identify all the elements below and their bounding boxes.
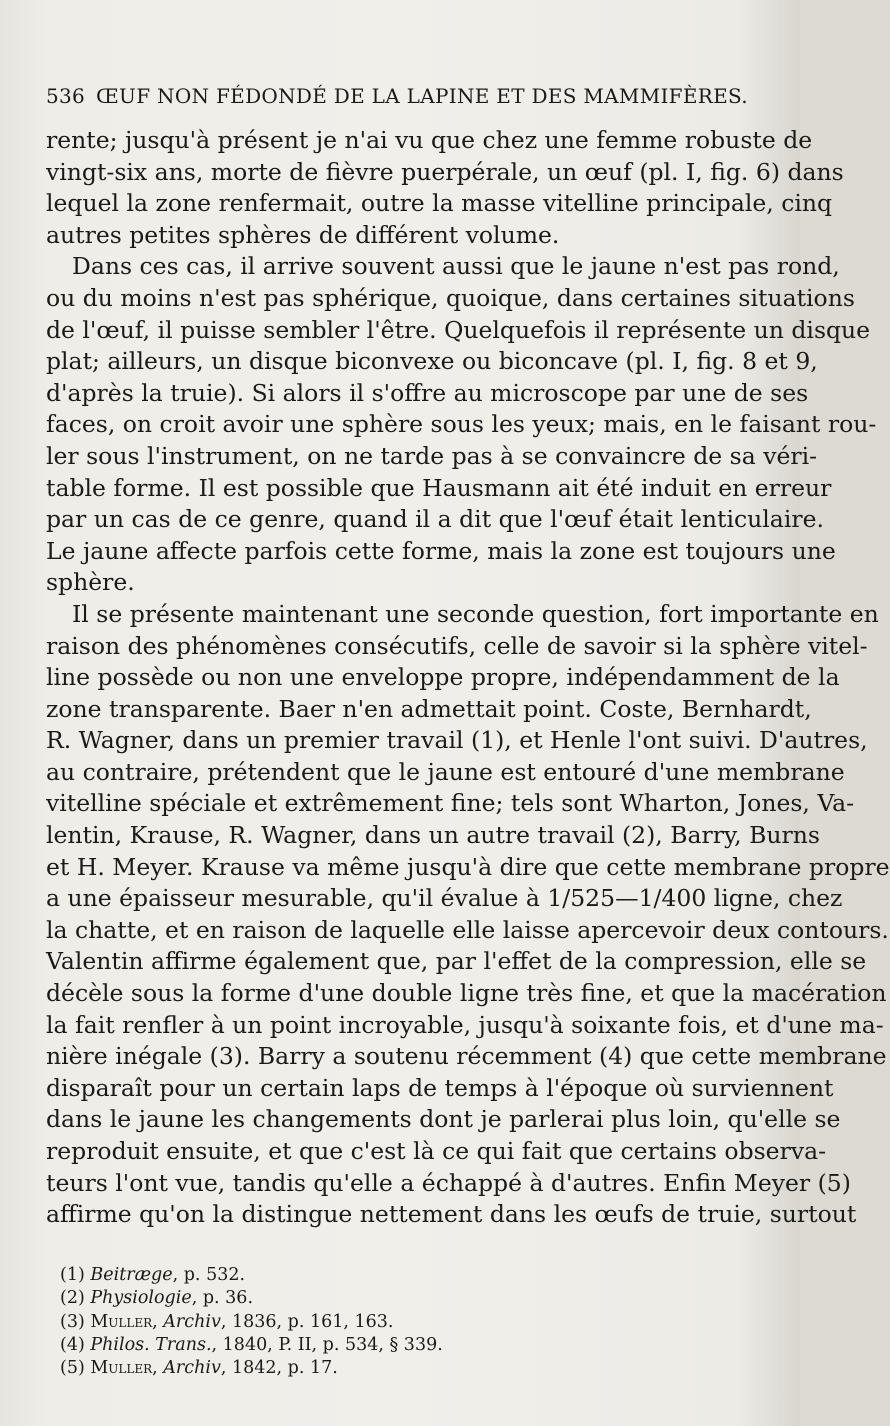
text-line: au contraire, prétendent que le jaune est entouré d'une membrane — [46, 757, 845, 786]
footnote-ref: , 1840, P. II, p. 534, § 339. — [211, 1334, 443, 1355]
footnote-mark: (1) — [60, 1265, 85, 1285]
footnote-mark: (4) — [60, 1334, 85, 1355]
page-header — [46, 84, 748, 112]
text-line: autres petites sphères de différent volume. — [46, 220, 560, 249]
text-line: de l'œuf, il puisse sembler l'être. Quelquefois il représente un disque — [46, 315, 871, 344]
footnote — [60, 1264, 560, 1287]
text-line: table forme. Il est possible que Hausmann ait été induit en erreur — [46, 473, 832, 502]
text-line: Dans ces cas, il arrive souvent aussi que le jaune n'est pas rond, — [72, 252, 840, 281]
text-line: d'après la truie). Si alors il s'offre au microscope par une de ses — [46, 378, 809, 407]
text-line: vitelline spéciale et extrêmement fine; tels sont Wharton, Jones, Va- — [46, 789, 855, 818]
text-line: décèle sous la forme d'une double ligne très fine, et que la macération — [46, 979, 887, 1008]
body-text — [46, 125, 890, 1231]
text-line: lentin, Krause, R. Wagner, dans un autre travail (2), Barry, Burns — [46, 821, 820, 850]
footnote-ref: , p. 532. — [172, 1265, 246, 1285]
footnote-ref: , p. 36. — [191, 1288, 254, 1309]
footnote-title: Archiv — [163, 1311, 221, 1332]
footnote-ref: , 1842, p. 17. — [220, 1358, 338, 1379]
text-line: Valentin affirme également que, par l'effet de la compression, elle se — [46, 947, 867, 976]
text-line: nière inégale (3). Barry a soutenu récemment (4) que cette membrane — [46, 1042, 887, 1071]
text-line: et H. Meyer. Krause va même jusqu'à dire que cette membrane propre — [46, 852, 890, 881]
footnote-mark: (3) — [60, 1311, 85, 1332]
text-line: line possède ou non une enveloppe propre, indépendamment de la — [46, 663, 840, 692]
text-line: Il se présente maintenant une seconde question, fort importante en — [72, 599, 879, 628]
text-line: plat; ailleurs, un disque biconvexe ou biconcave (pl. I, fig. 8 et 9, — [46, 347, 818, 376]
text-line: par un cas de ce genre, quand il a dit que l'œuf était lenticulaire. — [46, 505, 824, 534]
running-title: ŒUF NON FÉDONDÉ DE LA LAPINE ET DES MAMMIFÈRES. — [96, 84, 748, 108]
text-line: teurs l'ont vue, tandis qu'elle a échappé à d'autres. Enfin Meyer (5) — [46, 1168, 851, 1197]
footnote — [60, 1287, 560, 1310]
text-line: ou du moins n'est pas sphérique, quoique, dans certaines situations — [46, 283, 855, 312]
text-line: ler sous l'instrument, on ne tarde pas à se convaincre de sa véri- — [46, 441, 818, 470]
text-line: faces, on croit avoir une sphère sous les yeux; mais, en le faisant rou- — [46, 410, 877, 439]
text-line: la chatte, et en raison de laquelle elle laisse apercevoir deux contours. — [46, 915, 889, 944]
page-number: 536 — [46, 84, 86, 108]
footnote-author: Muller — [90, 1311, 153, 1332]
footnote — [60, 1334, 560, 1357]
text-line: lequel la zone renfermait, outre la masse vitelline principale, cinq — [46, 189, 833, 218]
text-line: disparaît pour un certain laps de temps à l'époque où surviennent — [46, 1073, 834, 1102]
text-line: la fait renfler à un point incroyable, jusqu'à soixante fois, et d'une ma- — [46, 1010, 884, 1039]
text-line: dans le jaune les changements dont je parlerai plus loin, qu'elle se — [46, 1105, 841, 1134]
footnote-mark: (2) — [60, 1288, 85, 1309]
footnote-title: Archiv — [163, 1358, 221, 1379]
footnote: (3) Muller, Archiv, 1836, p. 161, 163. — [60, 1311, 394, 1332]
footnote: (5) Muller, Archiv, 1842, p. 17. — [60, 1358, 338, 1379]
text-line: reproduit ensuite, et que c'est là ce qui fait que certains observa- — [46, 1137, 827, 1165]
text-line: affirme qu'on la distingue nettement dans les œufs de truie, surtout — [46, 1200, 857, 1229]
footnote-ref: , 1836, p. 161, 163. — [220, 1311, 394, 1332]
footnote-title: Philos. Trans. — [90, 1334, 212, 1355]
text-line: raison des phénomènes consécutifs, celle de savoir si la sphère vitel- — [46, 631, 868, 660]
text-line: Le jaune affecte parfois cette forme, mais la zone est toujours une — [46, 536, 836, 565]
text-line: zone transparente. Baer n'en admettait point. Coste, Bernhardt, — [46, 694, 812, 723]
footnote-title: Beitræge — [90, 1265, 173, 1285]
text-line: a une épaisseur mesurable, qu'il évalue à 1/525—1/400 ligne, chez — [46, 884, 843, 913]
footnote-title: Physiologie — [90, 1288, 192, 1309]
footnote-author: Muller — [90, 1358, 153, 1379]
footnotes — [60, 1264, 560, 1380]
text-line: sphère. — [46, 568, 135, 597]
text-line: vingt-six ans, morte de fièvre puerpérale, un œuf (pl. I, fig. 6) dans — [46, 157, 844, 186]
footnote-mark: (5) — [60, 1358, 85, 1379]
text-line: R. Wagner, dans un premier travail (1), et Henle l'ont suivi. D'autres, — [46, 726, 868, 755]
text-line: rente; jusqu'à présent je n'ai vu que chez une femme robuste de — [46, 126, 813, 154]
